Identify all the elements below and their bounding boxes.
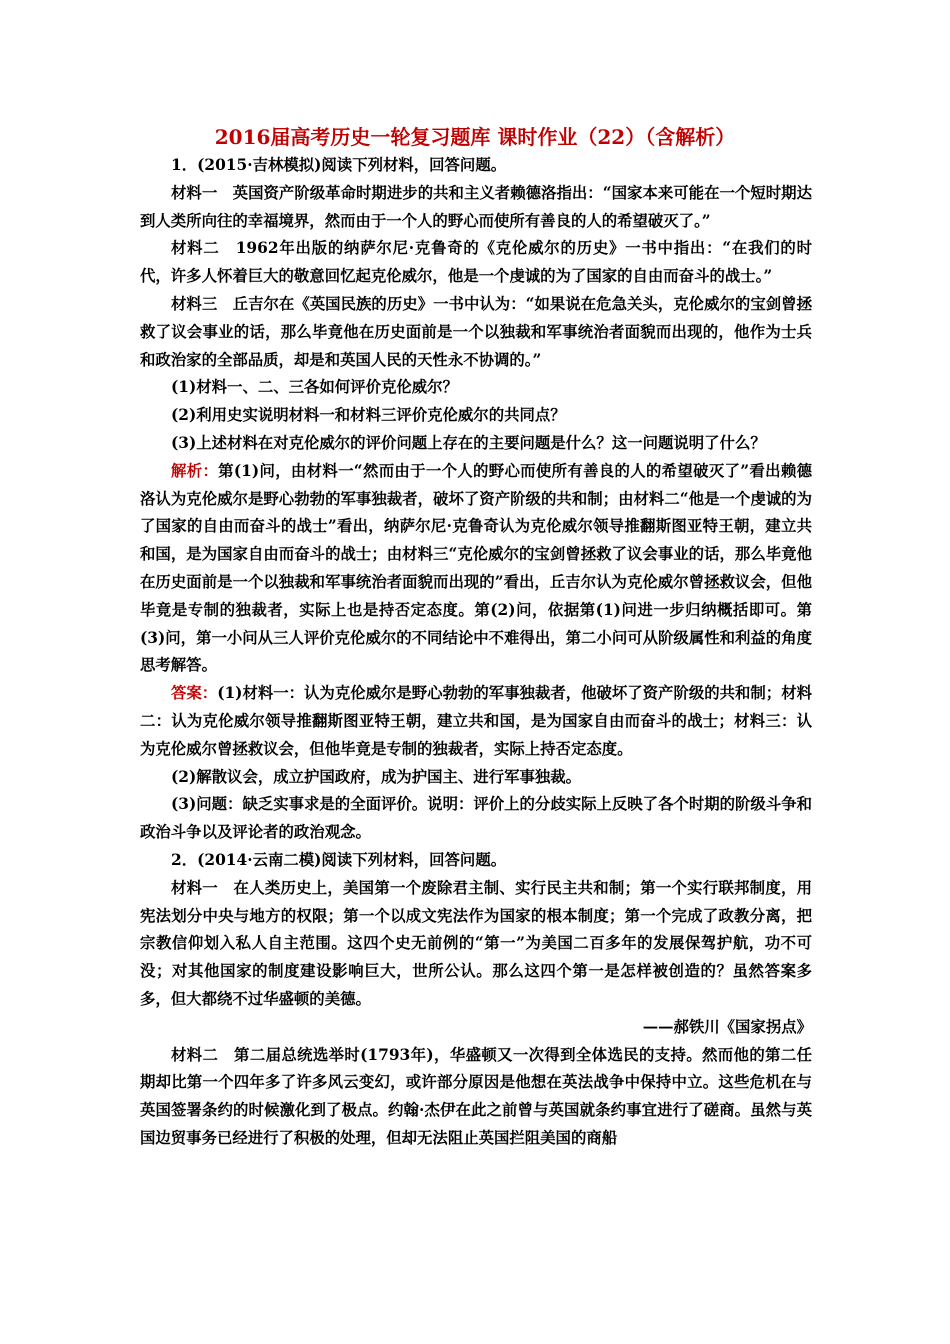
q1-material-1: 材料一 英国资产阶级革命时期进步的共和主义者赖德洛指出：“国家本来可能在一个短时期达到人类所向往的幸福境界，然而由于一个人的野心而使所有善良的人的希望破灭了。”: [140, 183, 812, 230]
analysis-label: 解析：: [171, 461, 219, 480]
q1-answer-1: [140, 680, 812, 763]
q1-subquestion-1: (1)材料一、二、三各如何评价克伦威尔？: [171, 378, 458, 397]
analysis-text: 第(1)问，由材料一“然而由于一个人的野心而使所有善良的人的希望破灭了”看出赖德洛认为克伦威尔是野心勃勃的军事独裁者，破坏了资产阶级的共和制；由材料二“他是一个虔诚的为了国家的自由而奋斗的战士”看出，纳萨尔尼·克鲁奇认为克伦威尔领导推翻斯图亚特王朝，建立共和国，是为国家自由而奋斗的战士；由材料三“克伦威尔的宝剑曾拯救了议会事业的话，那么毕竟他在历史面前是一个以独裁和军事统治者面貌而出现的”看出，丘吉尔认为克伦威尔曾拯救议会，但他毕竟是专制的独裁者，实际上也是持否定态度。第(2)问，依据第(1)问进一步归纳概括即可。第(3)问，第一小问从三人评价克伦威尔的不同结论中不难得出，第二小问可从阶级属性和利益的角度思考解答。: [140, 461, 812, 675]
q1-analysis: [140, 458, 812, 680]
q2-material-2: 材料二 第二届总统选举时(1793年)，华盛顿又一次得到全体选民的支持。然而他的第二任期却比第一个四年多了许多风云变幻，或许部分原因是他想在英法战争中保持中立。这些危机在与英国签署条约的时候激化到了极点。约翰·杰伊在此之前曾与英国就条约事宜进行了磋商。虽然与英国边贸事务已经进行了积极的处理，但却无法阻止英国拦阻美国的商船: [140, 1045, 812, 1147]
document-body: [140, 152, 812, 1153]
q1-subquestion-2: (2)利用史实说明材料一和材料三评价克伦威尔的共同点？: [171, 406, 566, 425]
q1-answer-3: (3)问题：缺乏实事求是的全面评价。说明：评价上的分歧实际上反映了各个时期的阶级斗争和政治斗争以及评论者的政治观念。: [140, 795, 812, 842]
q2-material-1: 材料一 在人类历史上，美国第一个废除君主制、实行民主共和制；第一个实行联邦制度，用宪法划分中央与地方的权限；第一个以成文宪法作为国家的根本制度；第一个完成了政教分离，把宗教信仰划入私人自主范围。这四个史无前例的“第一”为美国二百多年的发展保驾护航，功不可没；对其他国家的制度建设影响巨大，世所公认。那么这四个第一是怎样被创造的？虽然答案多多，但大都绕不过华盛顿的美德。: [140, 878, 812, 1008]
q1-answer-2: (2)解散议会，成立护国政府，成为护国主、进行军事独裁。: [171, 767, 582, 786]
answer-text-1: (1)材料一：认为克伦威尔是野心勃勃的军事独裁者，他破坏了资产阶级的共和制；材料二：认为克伦威尔领导推翻斯图亚特王朝，建立共和国，是为国家自由而奋斗的战士；材料三：认为克伦威尔曾拯救议会，但他毕竟是专制的独裁者，实际上持否定态度。: [140, 684, 812, 758]
answer-label: 答案：: [171, 684, 218, 703]
q2-stem: 2．(2014·云南二模)阅读下列材料，回答问题。: [171, 850, 507, 869]
q1-subquestion-3: (3)上述材料在对克伦威尔的评价问题上存在的主要问题是什么？这一问题说明了什么？: [171, 433, 766, 452]
q1-material-3: 材料三 丘吉尔在《英国民族的历史》一书中认为：“如果说在危急关头，克伦威尔的宝剑曾拯救了议会事业的话，那么毕竟他在历史面前是一个以独裁和军事统治者面貌而出现的，他作为士兵和政治家的全部品质，却是和英国人民的天性永不协调的。”: [140, 294, 812, 369]
q1-material-2: 材料二 1962年出版的纳萨尔尼·克鲁奇的《克伦威尔的历史》一书中指出：“在我们的时代，许多人怀着巨大的敬意回忆起克伦威尔，他是一个虔诚的为了国家的自由而奋斗的战士。”: [140, 239, 812, 286]
q2-source: ——郝铁川《国家拐点》: [642, 1017, 812, 1036]
q1-stem: 1．(2015·吉林模拟)阅读下列材料，回答问题。: [171, 156, 507, 174]
document-title: 2016届高考历史一轮复习题库 课时作业（22）（含解析）: [214, 125, 736, 149]
